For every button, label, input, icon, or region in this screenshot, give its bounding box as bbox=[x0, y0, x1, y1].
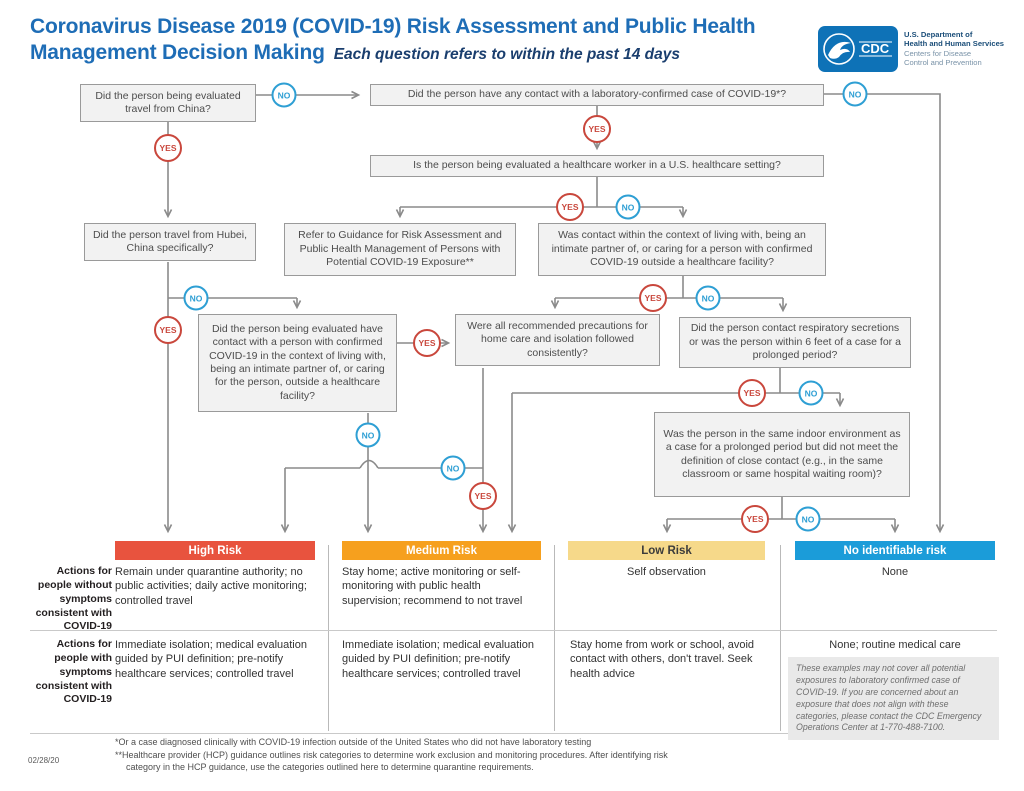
risk-bar-high: High Risk bbox=[115, 541, 315, 560]
question-travel-hubei: Did the person travel from Hubei, China specifically? bbox=[84, 223, 256, 261]
decision-no: NO bbox=[843, 82, 868, 107]
cell-none-with: None; routine medical care bbox=[829, 639, 961, 651]
risk-bar-low: Low Risk bbox=[568, 541, 765, 560]
question-travel-china: Did the person being evaluated travel from China? bbox=[80, 84, 256, 122]
decision-no: NO bbox=[356, 423, 381, 448]
footnote-2: **Healthcare provider (HCP) guidance outlines risk categories to determine work exclusion and monitoring procedures. After identifying risk category in the HCP guidance, use the categories outlined here to determine quarantine requirements. bbox=[115, 749, 668, 773]
cdc-contact-note: These examples may not cover all potential exposures to laboratory confirmed case of COVID-19. If you are concerned about an exposure that does not align with these categories, please contact the CDC Emergency Operations Center at 1-770-488-7100. bbox=[788, 657, 999, 740]
decision-yes: YES bbox=[583, 115, 611, 143]
center-line2: Control and Prevention bbox=[904, 58, 982, 68]
footnote-1: *Or a case diagnosed clinically with COVID-19 infection outside of the United States who did not have laboratory testing bbox=[115, 737, 592, 747]
question-healthcare-worker: Is the person being evaluated a healthcare worker in a U.S. healthcare setting? bbox=[370, 155, 824, 177]
decision-no: NO bbox=[441, 456, 466, 481]
decision-no: NO bbox=[696, 286, 721, 311]
question-same-indoor-environment: Was the person in the same indoor environment as a case for a prolonged period but did not meet the definition of close contact (e.g., in the same classroom or same hospital waiting room)? bbox=[654, 412, 910, 497]
cell-medium-with: Immediate isolation; medical evaluation guided by PUI definition; pre-notify healthcare services; controlled travel bbox=[342, 639, 534, 680]
dept-line2: Health and Human Services bbox=[904, 39, 1005, 49]
decision-no: NO bbox=[799, 381, 824, 406]
decision-yes: YES bbox=[556, 193, 584, 221]
page-subtitle: Each question refers to within the past 14 days bbox=[333, 46, 680, 64]
risk-bar-no-identifiable: No identifiable risk bbox=[795, 541, 995, 560]
title-line2: Management Decision Making bbox=[30, 41, 325, 65]
decision-yes: YES bbox=[413, 329, 441, 357]
decision-yes: YES bbox=[639, 284, 667, 312]
cell-high-with: Immediate isolation; medical evaluation guided by PUI definition; pre-notify healthcare services; controlled travel bbox=[115, 639, 307, 680]
decision-yes: YES bbox=[469, 482, 497, 510]
risk-bar-medium: Medium Risk bbox=[342, 541, 541, 560]
cell-low-without: Self observation bbox=[627, 566, 706, 578]
question-respiratory-secretions: Did the person contact respiratory secretions or was the person within 6 feet of a case for a prolonged period? bbox=[679, 317, 911, 368]
row-label-with-symptoms: Actions for people with symptoms consistent with COVID-19 bbox=[35, 638, 112, 706]
decision-yes: YES bbox=[738, 379, 766, 407]
question-lab-confirmed-contact: Did the person have any contact with a laboratory-confirmed case of COVID-19*? bbox=[370, 84, 824, 106]
cell-low-with: Stay home from work or school, avoid contact with others, don't travel. Seek health advice bbox=[570, 639, 755, 680]
cell-medium-without: Stay home; active monitoring or self-monitoring with public health supervision; recommend to not travel bbox=[342, 566, 523, 607]
question-contact-context: Did the person being evaluated have contact with a person with confirmed COVID-19 in the context of living with, being an intimate partner of, or caring for the person, outside a healthcare facility? bbox=[198, 314, 397, 412]
decision-no: NO bbox=[184, 286, 209, 311]
cell-high-without: Remain under quarantine authority; no public activities; daily active monitoring; controlled travel bbox=[115, 566, 307, 607]
cell-none-without: None bbox=[881, 566, 909, 578]
question-precautions-followed: Were all recommended precautions for home care and isolation followed consistently? bbox=[455, 314, 660, 366]
center-line1: Centers for Disease bbox=[904, 48, 972, 58]
decision-yes: YES bbox=[154, 316, 182, 344]
date-stamp: 02/28/20 bbox=[28, 756, 60, 765]
row-label-without-symptoms: Actions for people without symptoms consistent with COVID-19 bbox=[35, 565, 112, 633]
action-refer-guidance: Refer to Guidance for Risk Assessment and Public Health Management of Persons with Potential COVID-19 Exposure** bbox=[284, 223, 516, 276]
question-living-contact: Was contact within the context of living with, being an intimate partner of, or caring for a person with confirmed COVID-19 outside a healthcare facility? bbox=[538, 223, 826, 276]
decision-no: NO bbox=[272, 83, 297, 108]
dept-line1: U.S. Department of bbox=[904, 30, 973, 39]
decision-no: NO bbox=[796, 507, 821, 532]
cdc-monogram: CDC bbox=[861, 41, 890, 56]
title-line1: Coronavirus Disease 2019 (COVID-19) Risk Assessment and Public Health bbox=[30, 15, 756, 38]
decision-yes: YES bbox=[154, 134, 182, 162]
decision-no: NO bbox=[616, 195, 641, 220]
decision-yes: YES bbox=[741, 505, 769, 533]
